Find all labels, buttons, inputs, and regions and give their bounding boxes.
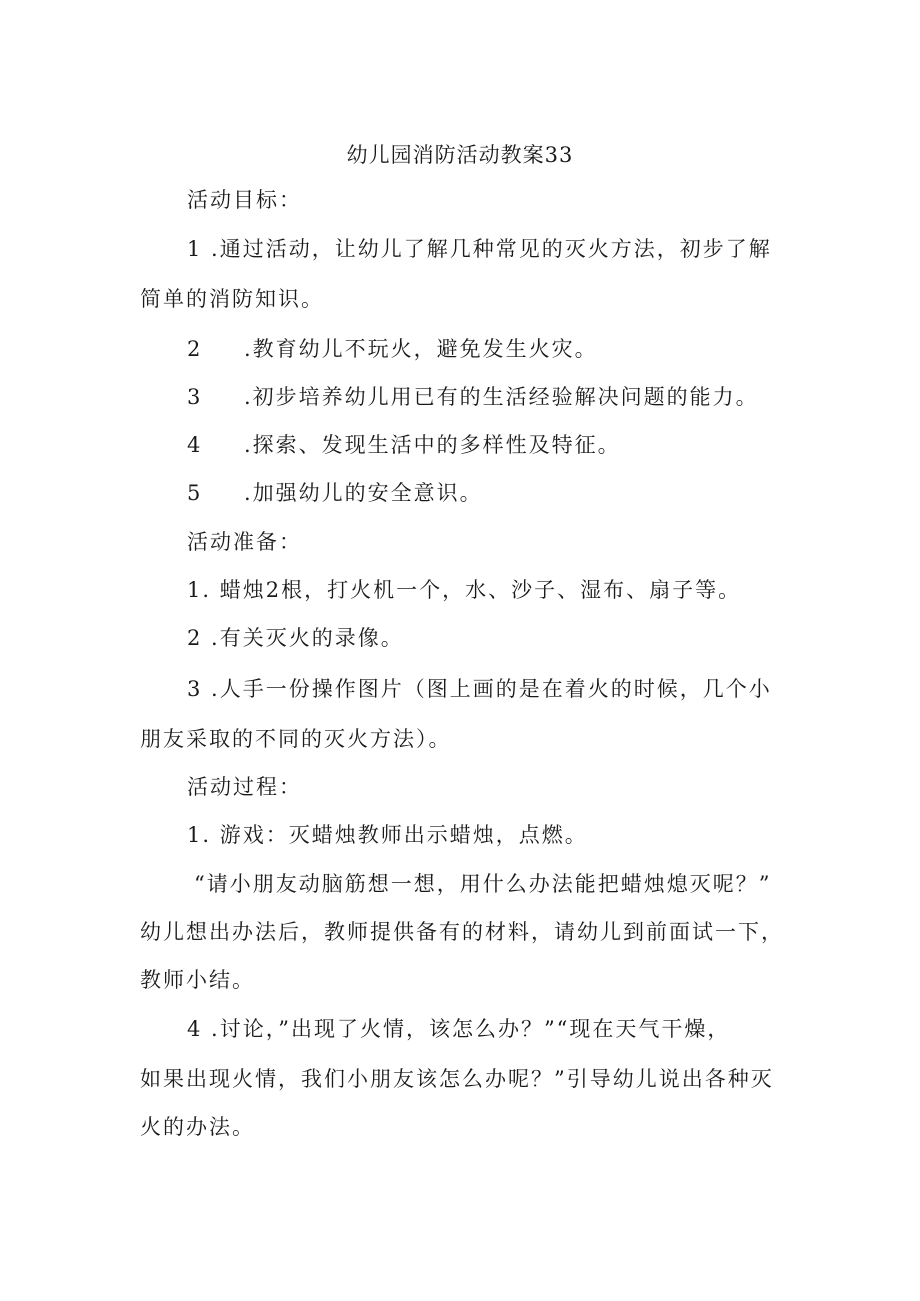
process-heading: 活动过程：: [187, 775, 302, 799]
goal-item-4-text: .探索、发现生活中的多样性及特征。: [244, 433, 621, 457]
goals-heading: 活动目标：: [187, 188, 302, 212]
preparation-item-2: 2 .有关灭火的录像。: [187, 626, 404, 650]
goal-item-3-number: 3: [187, 385, 201, 409]
process-quote-line-3: 教师小结。: [140, 968, 255, 992]
process-step-4-line-1: 4 .讨论，”出现了火情，该怎么办？”“现在天气干燥，: [187, 1017, 731, 1041]
process-step-4-line-2: 如果出现火情，我们小朋友该怎么办呢？”引导幼儿说出各种灭: [140, 1067, 774, 1091]
preparation-item-3-line-1: 3 .人手一份操作图片（图上画的是在着火的时候，几个小: [187, 677, 772, 701]
page-title: 幼儿园消防活动教案33: [346, 143, 574, 167]
goal-item-4-number: 4: [187, 433, 201, 457]
goal-item-2-number: 2: [187, 337, 201, 361]
preparation-item-3-line-2: 朋友采取的不同的灭火方法）。: [140, 727, 452, 751]
preparation-heading: 活动准备：: [187, 530, 302, 554]
goal-item-3-text: .初步培养幼儿用已有的生活经验解决问题的能力。: [244, 385, 759, 409]
process-step-1: 1. 游戏：灭蜡烛教师出示蜡烛，点燃。: [187, 823, 588, 847]
goal-item-1-line-1: 1 .通过活动，让幼儿了解几种常见的灭火方法，初步了解: [187, 237, 772, 261]
process-quote-line-2: 幼儿想出办法后，教师提供备有的材料，请幼儿到前面试一下，: [140, 920, 784, 944]
goal-item-2-text: .教育幼儿不玩火，避免发生火灾。: [244, 337, 598, 361]
goal-item-1-line-2: 简单的消防知识。: [140, 287, 324, 311]
process-step-4-line-3: 火的办法。: [140, 1115, 255, 1139]
preparation-item-1: 1. 蜡烛2根，打火机一个，水、沙子、湿布、扇子等。: [187, 578, 742, 602]
goal-item-5-text: .加强幼儿的安全意识。: [244, 481, 483, 505]
process-quote-line-1: “请小朋友动脑筋想一想，用什么办法能把蜡烛熄灭呢？”: [194, 872, 772, 896]
goal-item-5-number: 5: [187, 481, 201, 505]
